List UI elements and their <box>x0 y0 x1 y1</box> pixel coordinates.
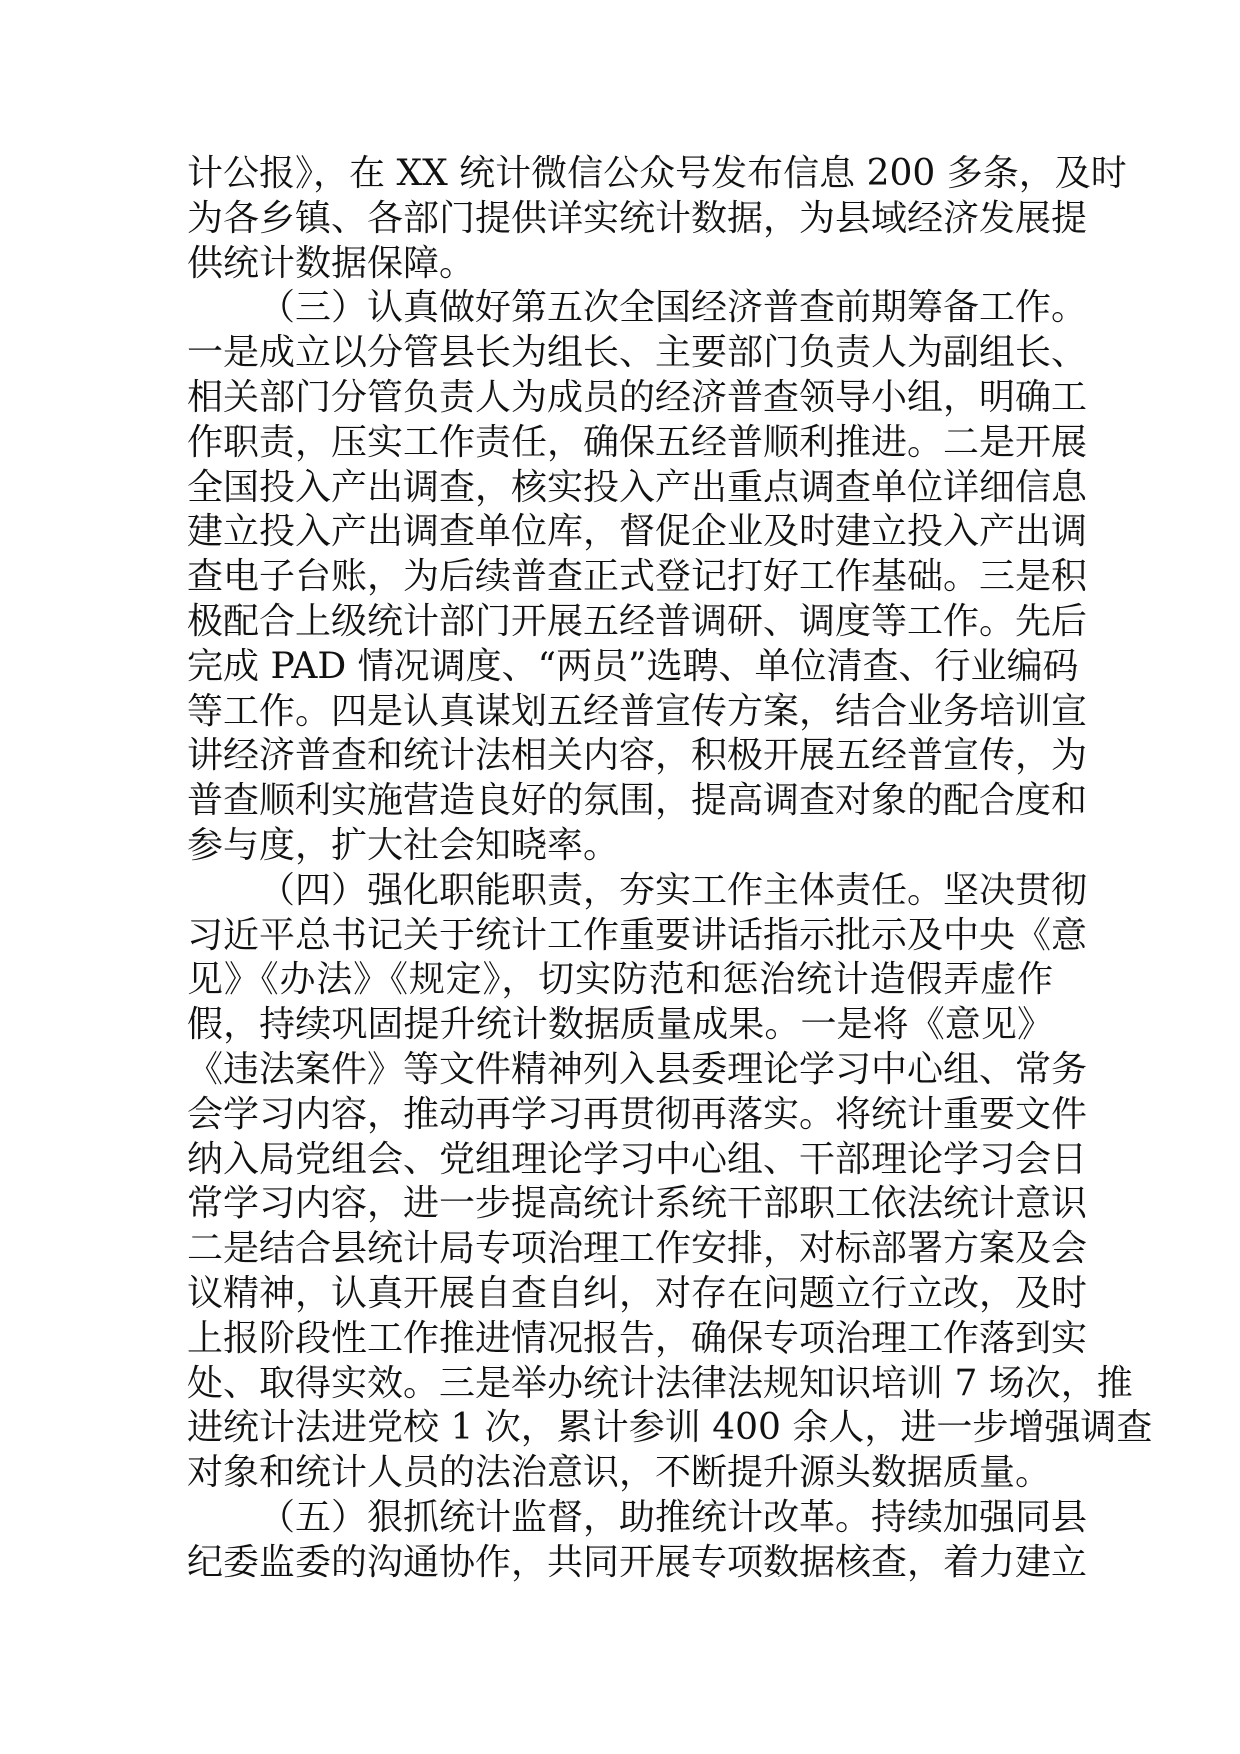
text-line: 假，持续巩固提升统计数据质量成果。一是将《意见》 <box>187 1004 1053 1046</box>
text-line: 议精神，认真开展自查自纠，对存在问题立行立改，及时 <box>187 1272 1088 1314</box>
text-line: 参与度，扩大社会知晓率。 <box>187 824 620 866</box>
text-line: 为各乡镇、各部门提供详实统计数据，为县域经济发展提 <box>187 197 1088 239</box>
text-line: 纪委监委的沟通协作，共同开展专项数据核查，着力建立 <box>187 1541 1088 1583</box>
text-line: 计公报》，在 XX 统计微信公众号发布信息 200 多条，及时 <box>187 153 1127 194</box>
text-line: 对象和统计人员的法治意识，不断提升源头数据质量。 <box>187 1452 1052 1494</box>
document-body <box>187 152 1153 1586</box>
text-line: 普查顺利实施营造良好的氛围，提高调查对象的配合度和 <box>187 780 1088 822</box>
text-line: 上报阶段性工作推进情况报告，确保专项治理工作落到实 <box>187 1317 1088 1359</box>
section-heading-4: （四）强化职能职责，夯实工作主体责任。坚决贯彻 <box>259 869 1088 911</box>
text-line: 查电子台账，为后续普查正式登记打好工作基础。三是积 <box>187 556 1088 598</box>
section-heading-5: （五）狠抓统计监督，助推统计改革。持续加强同县 <box>259 1496 1088 1538</box>
text-line: 讲经济普查和统计法相关内容，积极开展五经普宣传，为 <box>187 735 1088 777</box>
text-line: 纳入局党组会、党组理论学习中心组、干部理论学习会日 <box>187 1138 1088 1180</box>
text-line: 供统计数据保障。 <box>187 242 476 284</box>
text-line: 全国投入产出调查，核实投入产出重点调查单位详细信息 <box>187 466 1088 508</box>
text-line: 进统计法进党校 1 次，累计参训 400 余人，进一步增强调查 <box>187 1407 1153 1449</box>
text-line: 常学习内容，进一步提高统计系统干部职工依法统计意识 <box>187 1183 1088 1225</box>
text-line: 处、取得实效。三是举办统计法律法规知识培训 7 场次，推 <box>187 1362 1133 1404</box>
text-line: 作职责，压实工作责任，确保五经普顺利推进。二是开展 <box>187 421 1088 463</box>
text-line: 习近平总书记关于统计工作重要讲话指示批示及中央《意 <box>187 914 1088 956</box>
text-line: 等工作。四是认真谋划五经普宣传方案，结合业务培训宣 <box>187 690 1088 732</box>
text-line: 完成 PAD 情况调度、“两员”选聘、单位清查、行业编码 <box>187 645 1079 687</box>
section-heading-3: （三）认真做好第五次全国经济普查前期筹备工作。 <box>259 287 1088 329</box>
text-line: 《违法案件》等文件精神列入县委理论学习中心组、常务 <box>187 1048 1088 1090</box>
text-line: 建立投入产出调查单位库，督促企业及时建立投入产出调 <box>187 511 1088 553</box>
text-line: 一是成立以分管县长为组长、主要部门负责人为副组长、 <box>187 332 1088 374</box>
text-line: 极配合上级统计部门开展五经普调研、调度等工作。先后 <box>187 600 1088 642</box>
text-line: 会学习内容，推动再学习再贯彻再落实。将统计重要文件 <box>187 1093 1088 1135</box>
text-line: 见》《办法》《规定》，切实防范和惩治统计造假弄虚作 <box>187 959 1053 1001</box>
text-line: 相关部门分管负责人为成员的经济普查领导小组，明确工 <box>187 376 1088 418</box>
text-line: 二是结合县统计局专项治理工作安排，对标部署方案及会 <box>187 1228 1088 1270</box>
